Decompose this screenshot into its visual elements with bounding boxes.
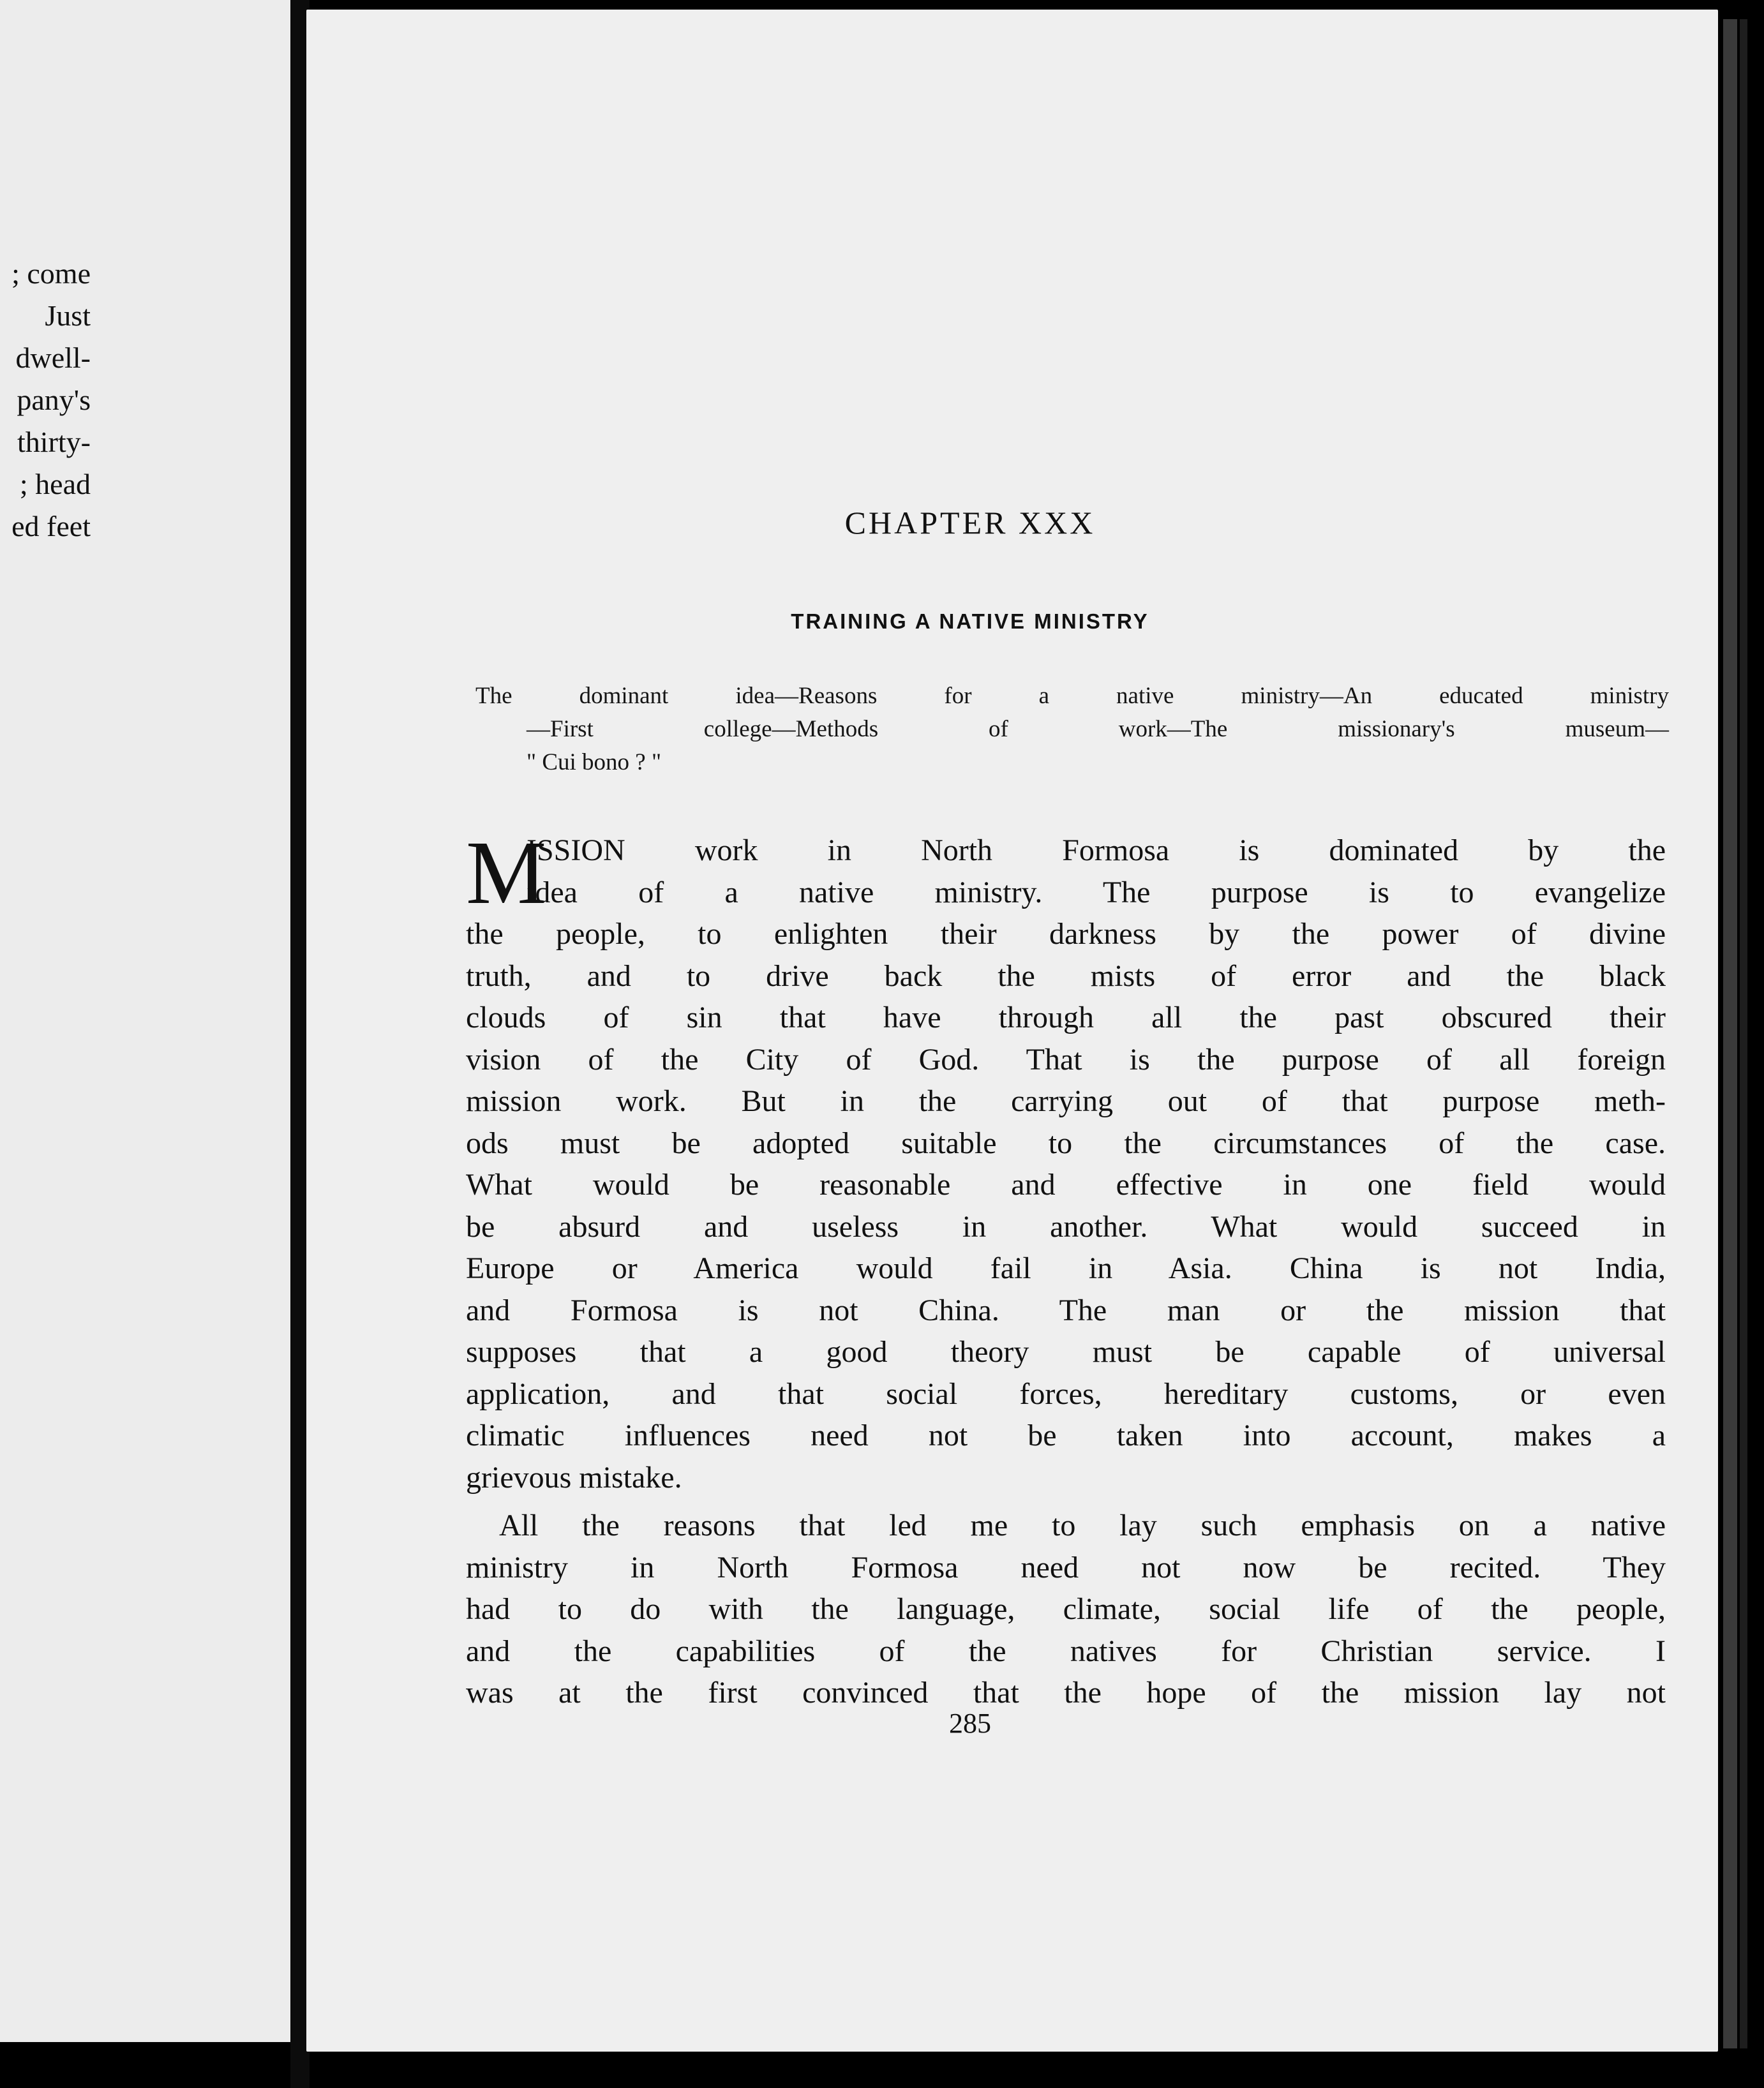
text-line: ISSION work in North Formosa is dominated by the [527,833,1666,867]
left-line-2: Just [45,299,91,332]
page-number: 285 [949,1708,991,1739]
text-line: and the capabilities of the natives for Christian service. I [466,1634,1666,1668]
chapter-synopsis [475,680,1669,779]
text-line: application, and that social forces, hereditary customs, or even [466,1376,1666,1411]
text-line: mission work. But in the carrying out of that purpose meth- [466,1084,1666,1118]
left-line-1: ; come [11,257,91,290]
right-page [306,10,1718,2052]
synopsis-line: —First college—Methods of work—The missionary's museum— [527,716,1669,742]
drop-cap: M [466,822,547,923]
left-line-6: ; head [19,468,91,500]
chapter-heading: CHAPTER XXX [844,505,1096,541]
page-edge [1740,19,1747,2048]
text-line: supposes that a good theory must be capable of universal [466,1335,1666,1369]
text-line: ministry in North Formosa need not now be recited. They [466,1550,1666,1585]
left-page-fragment [0,0,294,2042]
text-line: grievous mistake. [466,1460,682,1495]
text-line: clouds of sin that have through all the past obscured their [466,1001,1666,1034]
text-line: was at the first convinced that the hope of the mission lay not [466,1676,1666,1710]
text-line: be absurd and useless in another. What would succeed in [466,1209,1666,1244]
text-line: and Formosa is not China. The man or the mission that [466,1293,1666,1327]
left-line-4: pany's [17,384,91,416]
left-line-5: thirty- [17,426,91,458]
text-line: What would be reasonable and effective in one field would [466,1168,1666,1202]
text-line: the people, to enlighten their darkness by the power of divine [466,917,1666,951]
text-line: climatic influences need not be taken into account, makes a [466,1419,1666,1452]
text-line: All the reasons that led me to lay such emphasis on a native [499,1509,1666,1542]
left-line-7: ed feet [11,510,91,542]
chapter-title: TRAINING A NATIVE MINISTRY [791,609,1149,633]
body-text [466,822,1666,1714]
text-line: vision of the City of God. That is the purpose of all foreign [466,1042,1666,1077]
text-line: ods must be adopted suitable to the circumstances of the case. [466,1126,1666,1160]
text-line: truth, and to drive back the mists of error and the black [466,958,1666,993]
text-line: had to do with the language, climate, social life of the people, [466,1592,1666,1626]
synopsis-line: " Cui bono ? " [527,749,662,775]
page-edge [1723,19,1737,2048]
synopsis-line: The dominant idea—Reasons for a native ministry—An educated ministry [475,683,1669,709]
text-line: idea of a native ministry. The purpose is to evangelize [527,875,1666,909]
text-line: Europe or America would fail in Asia. China is not India, [466,1251,1666,1285]
left-line-3: dwell- [15,341,91,374]
